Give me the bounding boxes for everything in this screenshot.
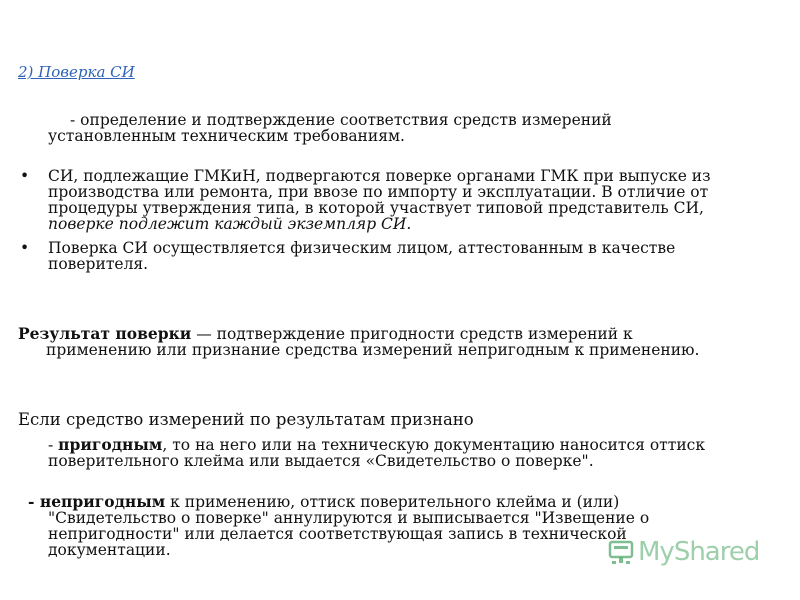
bullet-icon: • (20, 167, 30, 185)
definition-line-1: - определение и подтверждение соответствия средств измерений (70, 111, 612, 129)
unsuitable-label: непригодным (39, 492, 166, 511)
unsuitable-line-1: к применению, оттиск поверительного клейма и (или) (165, 493, 620, 511)
myshared-logo-icon (608, 539, 634, 565)
suitable-prefix: - (48, 436, 59, 454)
result-label: Результат поверки (18, 324, 192, 343)
suitable-label: пригодным (58, 435, 163, 454)
section-heading[interactable]: 2) Поверка СИ (18, 63, 135, 81)
watermark-text: MyShared (638, 537, 760, 567)
watermark (608, 537, 759, 567)
list-item (18, 240, 738, 272)
if-paragraph: Если средство измерений по результатам признано (18, 410, 474, 429)
bullet-text: СИ, подлежащие ГМКиН, подвергаются поверке органами ГМК при выпуске из производства или ремонта, при ввозе по импорту и эксплуатации. В отличие от процедуры утверждения типа, в которой участвует типовой представитель СИ, (48, 167, 711, 217)
bullet-icon: • (20, 239, 30, 257)
unsuitable-prefix: - (28, 492, 40, 511)
suitable-text: , то на него или на техническую документацию наносится оттиск поверительного клейма или выдается «Свидетельство о поверке". (48, 436, 706, 470)
definition-paragraph (48, 112, 728, 144)
bullet-list (18, 168, 738, 280)
result-line-1: — подтверждение пригодности средств измерений к (191, 325, 633, 343)
definition-line-2: установленным техническим требованиям. (48, 127, 405, 145)
bullet-text-italic: поверке подлежит каждый экземпляр СИ. (48, 215, 412, 233)
unsuitable-rest: "Свидетельство о поверке" аннулируются и выписывается "Извещение о непригодности" или делается соответствующая запись в технической документации. (48, 509, 650, 559)
suitable-paragraph (48, 437, 748, 469)
result-rest: применению или признание средства измерений непригодным к применению. (46, 341, 700, 359)
result-paragraph (18, 326, 718, 358)
bullet-text: Поверка СИ осуществляется физическим лицом, аттестованным в качестве поверителя. (48, 239, 676, 273)
list-item (18, 168, 738, 232)
